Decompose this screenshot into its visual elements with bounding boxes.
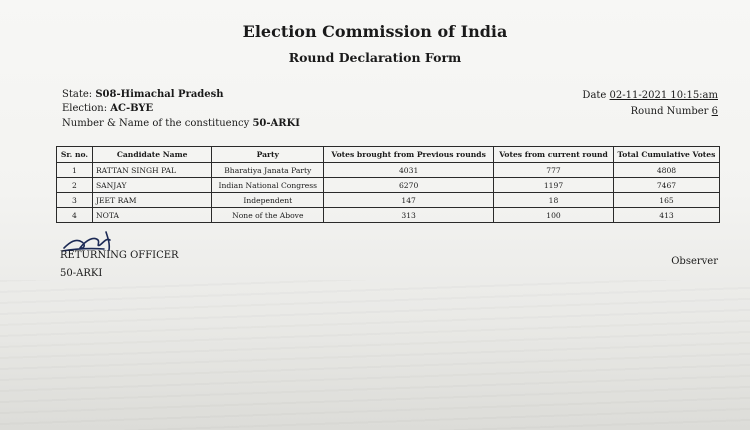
cell-party: Bharatiya Janata Party <box>212 163 324 178</box>
cell-votes-previous: 6270 <box>324 178 494 193</box>
date-value: 02-11-2021 10:15:am <box>609 90 718 101</box>
cell-total-votes: 7467 <box>613 178 719 193</box>
election-label: Election: <box>62 103 108 114</box>
cell-votes-previous: 147 <box>324 193 494 208</box>
cell-votes-current: 777 <box>494 163 614 178</box>
table-row <box>57 208 720 223</box>
results-table <box>56 146 720 223</box>
returning-officer-label: RETURNING OFFICER <box>60 250 179 261</box>
header-candidate-name: Candidate Name <box>92 147 211 163</box>
cell-sr-no: 1 <box>57 163 93 178</box>
round-value: 6 <box>711 106 718 117</box>
state-value: S08-Himachal Pradesh <box>95 89 224 100</box>
cell-candidate-name: JEET RAM <box>92 193 211 208</box>
cell-candidate-name: SANJAY <box>92 178 211 193</box>
cell-total-votes: 4808 <box>613 163 719 178</box>
cell-candidate-name: RATTAN SINGH PAL <box>92 163 211 178</box>
date-label: Date <box>582 90 607 101</box>
header-votes-current: Votes from current round <box>494 147 614 163</box>
cell-votes-current: 18 <box>494 193 614 208</box>
constituency-line <box>62 117 300 131</box>
header-sr-no: Sr. no. <box>57 147 93 163</box>
cell-sr-no: 4 <box>57 208 93 223</box>
header-votes-previous: Votes brought from Previous rounds <box>324 147 494 163</box>
observer-label: Observer <box>671 256 718 267</box>
table-header-row <box>57 147 720 163</box>
election-line <box>62 102 153 116</box>
cell-sr-no: 2 <box>57 178 93 193</box>
cell-votes-current: 1197 <box>494 178 614 193</box>
cell-party: Independent <box>212 193 324 208</box>
election-value: AC-BYE <box>110 103 154 114</box>
returning-officer-constituency: 50-ARKI <box>60 268 103 279</box>
table-row <box>57 193 720 208</box>
cell-votes-current: 100 <box>494 208 614 223</box>
constituency-value: 50-ARKI <box>252 118 300 129</box>
round-line <box>631 106 718 117</box>
state-line <box>62 88 224 102</box>
cell-total-votes: 165 <box>613 193 719 208</box>
cell-total-votes: 413 <box>613 208 719 223</box>
cell-votes-previous: 313 <box>324 208 494 223</box>
cell-votes-previous: 4031 <box>324 163 494 178</box>
constituency-label: Number & Name of the constituency <box>62 118 250 129</box>
table-row <box>57 178 720 193</box>
document-title: Election Commission of India <box>242 22 508 41</box>
header-party: Party <box>212 147 324 163</box>
cell-sr-no: 3 <box>57 193 93 208</box>
round-label: Round Number <box>630 106 709 117</box>
document-subtitle: Round Declaration Form <box>288 50 462 65</box>
cell-party: Indian National Congress <box>212 178 324 193</box>
cell-candidate-name: NOTA <box>92 208 211 223</box>
date-line <box>582 90 718 101</box>
state-label: State: <box>62 89 93 100</box>
cell-party: None of the Above <box>212 208 324 223</box>
table-row <box>57 163 720 178</box>
header-total-votes: Total Cumulative Votes <box>613 147 719 163</box>
